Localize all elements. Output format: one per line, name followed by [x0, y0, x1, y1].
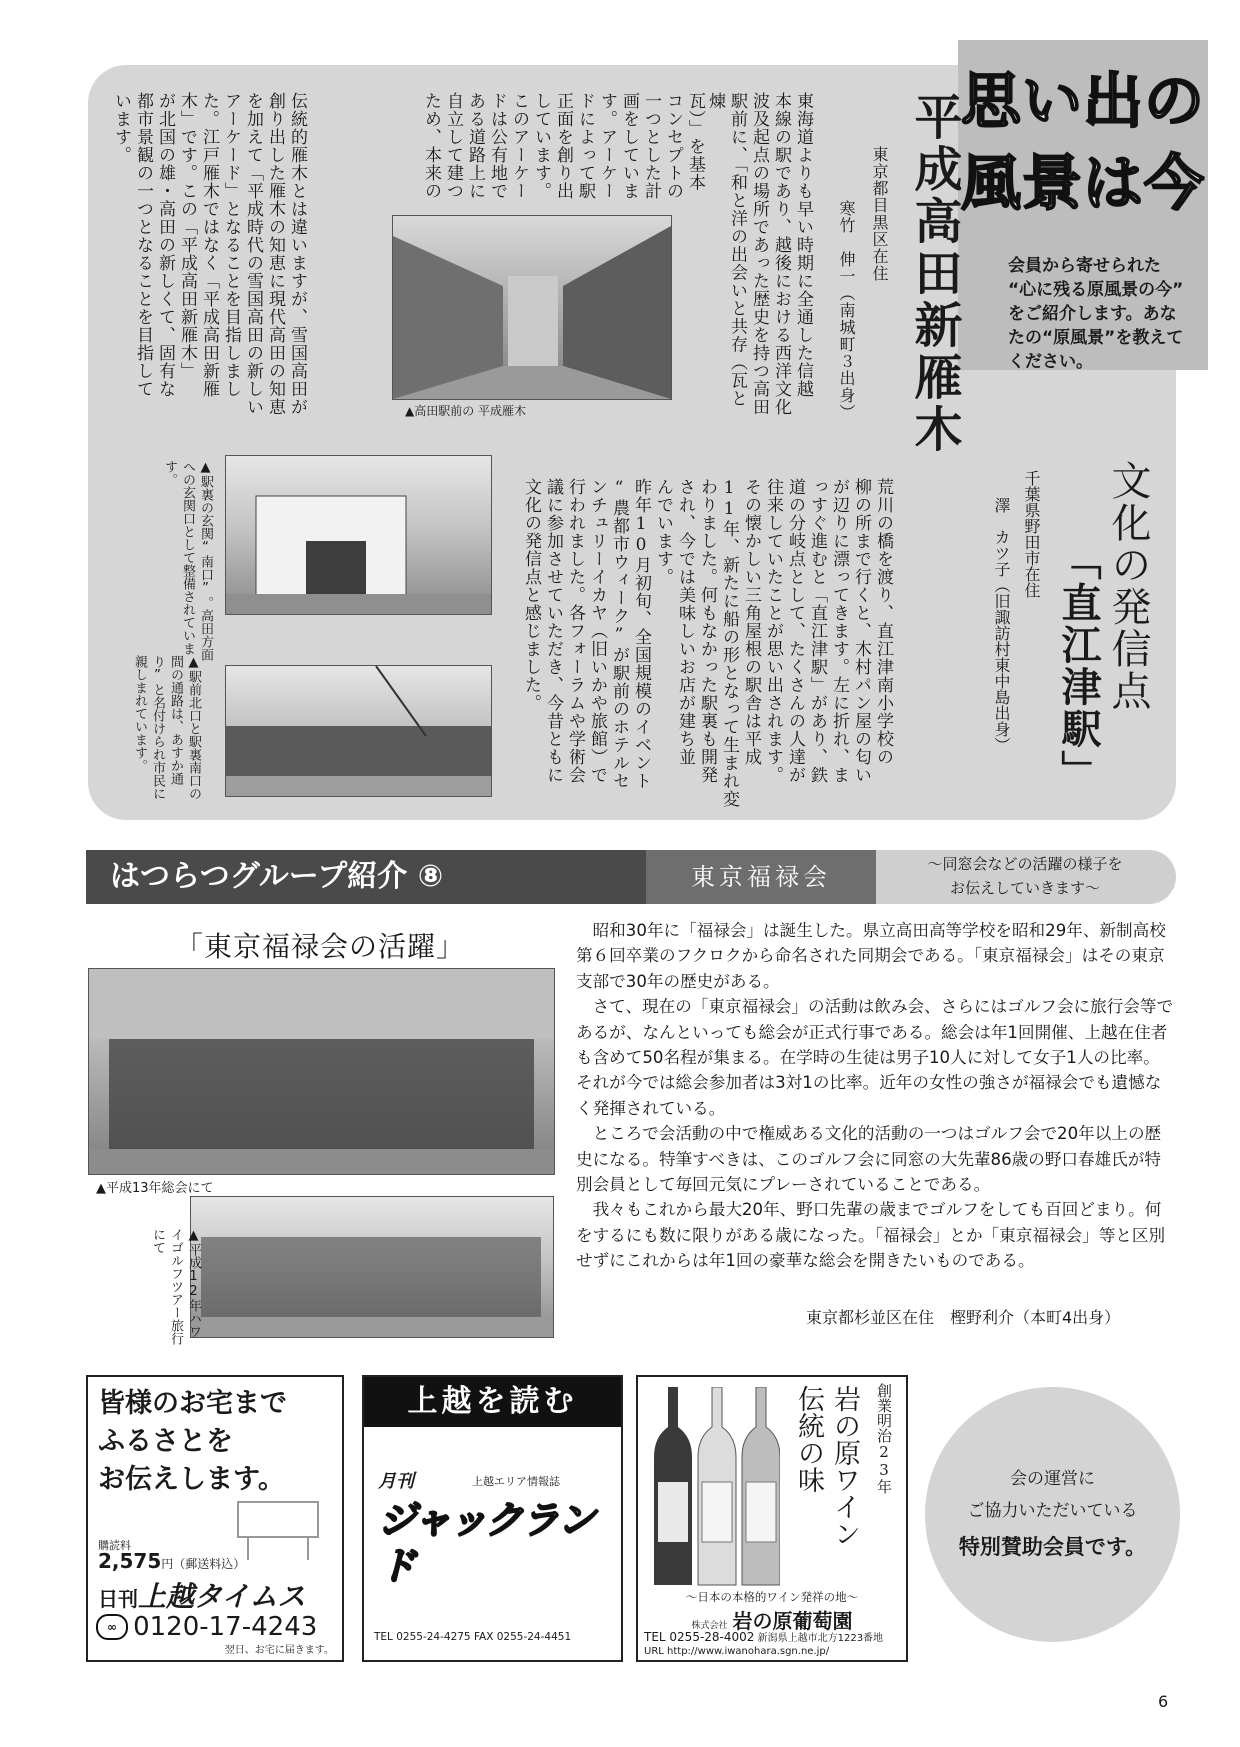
group-paragraph: さて、現在の「東京福禄会」の活動は飲み会、さらにはゴルフ会に旅行会等であるが、なんといっても総会が正式行事である。総会は年1回開催、上越在住者も含めて50名程が集まる。在学時の生徒は男子10人に対して女子1人の比率。それが今では総会参加者は3対1の比率。近年の女性の強さが福禄会でも遺憾なく発揮されている。 — [576, 997, 1174, 1118]
body-column: 駅前に、「和と洋の出会いと共存（瓦と煉 — [705, 92, 747, 408]
article1-body-top — [704, 92, 814, 422]
body-column: 荒川の橋を渡り、直江津南小学校の — [873, 478, 893, 766]
group-article-body — [576, 918, 1176, 1274]
takada-station-arcade-photo — [392, 215, 672, 400]
body-column: ため、本来の — [421, 92, 441, 200]
group-banner-name: 東京福禄会 — [646, 850, 876, 904]
article1-body-rest — [110, 92, 308, 422]
iwanohara-winery-ad[interactable] — [636, 1375, 908, 1662]
body-column: ドによって駅 — [575, 92, 595, 200]
general-meeting-photo-caption: ▲平成13年総会にて — [96, 1181, 214, 1196]
group-banner-title: はつらつグループ紹介 ⑧ — [86, 850, 646, 904]
group-headline: 「東京福禄会の活躍」 — [175, 930, 466, 963]
company-name: 岩の原葡萄園 — [732, 1609, 853, 1633]
group-paragraph: 我々もこれから最大20年、野口先輩の歳までゴルフをしても百回どまり。何をするにも数に限りがある歳になった。「福禄会」とか「東京福禄会」等と区別せずにこれからは年1回の豪華な総会を開きたいものである。 — [576, 1200, 1166, 1271]
body-column: 11年、新たに船の形となって生まれ変 — [719, 478, 739, 808]
station-passage-photo — [225, 665, 492, 797]
article2-author-location: 千葉県野田市在住 — [1022, 470, 1041, 598]
price-unit: 円（郵送料込） — [161, 1557, 246, 1571]
body-column: す。アーケー — [597, 92, 617, 200]
group-banner-note — [890, 852, 1160, 900]
body-column: 都市景観の一つとなることを目指して — [133, 92, 153, 398]
body-column: 行われました。各フォーラムや学術会 — [565, 478, 585, 784]
arcade-illustration — [393, 216, 671, 399]
group-paragraph: 昭和30年に「福禄会」は誕生した。県立高田高等学校を昭和29年、新制高校第６回卒業のフクロクから命名された同期会である。「東京福禄会」はその東京支部で30年の歴史がある。 — [576, 921, 1166, 991]
body-column: 柳の所まで行くと、木村パン屋の匂い — [851, 478, 871, 784]
winery-tagline: ～日本の本格的ワイン発祥の地～ — [685, 1590, 859, 1604]
sponsor-line: ご協力いただいている — [967, 1500, 1138, 1521]
magazine-monthly-label: 月刊 — [378, 1471, 414, 1492]
body-column: コンセプトの — [663, 92, 683, 200]
body-column: 瓦）」を基本 — [685, 92, 705, 192]
body-column: 議に参加させていただき、今昔ともに — [543, 478, 563, 784]
ad1-line: お伝えします。 — [98, 1464, 285, 1495]
intro-line: をご紹介します。あな — [1008, 304, 1177, 324]
intro-line: たの“原風景”を教えて — [1008, 328, 1184, 348]
body-column: わりました。何もなかった駅裏も開発 — [697, 478, 717, 784]
body-column: ンチュリーイカヤ（旧いかや旅館）で — [587, 478, 607, 784]
body-column: アーケード」となることを目指しまし — [221, 92, 241, 398]
article2-title: 文化の発信点 — [1105, 460, 1151, 712]
subscription-price — [98, 1549, 245, 1573]
body-column: を加えて「平成時代の雪国高田の新しい — [243, 92, 263, 416]
freedial-row[interactable] — [96, 1612, 317, 1642]
body-column: 本線の駅であり、越後における西洋文化 — [771, 92, 791, 416]
body-column: んでいます。 — [653, 478, 673, 586]
body-column: います。 — [111, 92, 131, 164]
body-column: 一つとした計 — [641, 92, 661, 200]
ad1-line: ふるさとを — [98, 1426, 233, 1457]
joetsu-times-headline — [98, 1385, 342, 1499]
winery-title-line: 伝統の味 — [793, 1385, 824, 1493]
body-column: ある道路上に — [465, 92, 485, 200]
body-column: が北国の雄・高田の新しくて、固有な — [155, 92, 175, 398]
jackland-magazine-ad[interactable] — [362, 1375, 623, 1662]
winery-title-line: 岩の原ワイン — [829, 1385, 860, 1547]
intro-line: ください。 — [1008, 352, 1093, 372]
station-building-illustration — [226, 456, 491, 614]
jackland-contact: TEL 0255-24-4275 FAX 0255-24-4451 — [374, 1631, 572, 1643]
page-number: 6 — [1158, 1692, 1169, 1711]
body-column: 文化の発信点と感じました。 — [521, 478, 541, 712]
feature-title-line1: 思い出の — [961, 67, 1205, 137]
general-meeting-group-photo — [88, 968, 555, 1175]
winery-tel: TEL 0255-28-4002 — [644, 1630, 755, 1644]
special-sponsor-circle — [925, 1387, 1180, 1642]
magazine-logo: ジャックランド — [378, 1498, 594, 1588]
body-column: しています。 — [531, 92, 551, 200]
hawaii-golf-tour-photo — [190, 1196, 554, 1338]
feature-intro — [1008, 254, 1208, 374]
subscription-label: 購読料 — [98, 1539, 131, 1552]
winery-url[interactable]: URL http://www.iwanohara.sgn.ne.jp/ — [644, 1646, 830, 1657]
passage-illustration — [226, 666, 491, 796]
article1-title: 平成高田新雁木 — [906, 92, 962, 456]
banner-note-line: ～同窓会などの活躍の様子を — [927, 855, 1123, 873]
article2-body — [520, 478, 894, 808]
body-column: このアーケー — [509, 92, 529, 200]
body-column: 東海道よりも早い時期に全通した信越 — [793, 92, 813, 398]
body-column: 自立して建つ — [443, 92, 463, 200]
jackland-header: 上越を読む — [364, 1377, 621, 1427]
wine-bottles-icon — [650, 1387, 780, 1587]
body-column: 伝統的雁木とは違いますが、雪国高田が — [287, 92, 307, 416]
body-column: 画をしていま — [619, 92, 639, 200]
group-photo-illustration — [89, 969, 554, 1174]
winery-address: 新潟県上越市北方1223番地 — [757, 1633, 884, 1644]
winery-founded: 創業明治23年 — [875, 1383, 893, 1494]
article1-body-short — [420, 92, 706, 212]
joetsu-times-ad[interactable] — [86, 1375, 344, 1662]
hawaii-golf-tour-caption: ▲平成12年ハワイゴルフツアー旅行にて — [150, 1228, 201, 1345]
intro-line: 会員から寄せられた — [1008, 256, 1161, 276]
paper-name: 上越タイムス — [138, 1580, 306, 1613]
feature-title-line2: 風景は今 — [961, 149, 1205, 219]
body-column: 正面を創り出 — [553, 92, 573, 200]
body-column: 往来していたことが思い出されます。 — [763, 478, 783, 784]
article2-title2: 「直江津駅」 — [1055, 540, 1102, 792]
delivery-note: 翌日、お宅に届きます。 — [224, 1645, 334, 1656]
newspaper-name — [98, 1575, 305, 1615]
body-column: 創り出した雁木の知恵に現代高田の知恵 — [265, 92, 285, 416]
price-value: 2,575 — [98, 1549, 162, 1573]
body-column: され、今では美味しいお店が建ち並 — [675, 478, 695, 766]
ad1-line: 皆様のお宅まで — [98, 1388, 287, 1419]
body-column: 道の分岐点として、たくさんの人達が — [785, 478, 805, 784]
south-entrance-caption: ▲駅裏の玄関“南口”。高田方面への玄関口として整備されています。 — [162, 460, 213, 661]
body-column: ドは公有地で — [487, 92, 507, 200]
body-column: 波及起点の場所であった歴史を持つ高田 — [749, 92, 769, 416]
winery-contact — [644, 1631, 883, 1658]
body-column: その懐かしい三角屋根の駅舎は平成 — [741, 478, 761, 766]
article2-author-name: 澤 カツ子（旧諏訪村東中島出身） — [992, 497, 1011, 753]
body-column: “農都市ウィーク”が駅前のホテルセ — [609, 478, 629, 790]
station-south-entrance-photo — [225, 455, 492, 615]
banner-note-line: お伝えしていきます～ — [949, 879, 1100, 897]
group-paragraph: ところで会活動の中で権威ある文化的活動の一つはゴルフ会で20年以上の歴史になる。特筆すべきは、このゴルフ会に同窓の大先輩86歳の野口春雄氏が特別会員として毎回元気にプレーされていることである。 — [576, 1124, 1162, 1195]
body-column: 昨年10月初旬、全国規模のイベント — [631, 478, 651, 790]
group-article-signature: 東京都杉並区在住 樫野利介（本町4出身） — [806, 1308, 1121, 1327]
paper-prefix: 日刊 — [98, 1587, 138, 1611]
arcade-photo-caption: ▲高田駅前の 平成雁木 — [405, 404, 527, 418]
body-column: た。江戸雁木ではなく「平成高田新雁 — [199, 92, 219, 398]
body-column: 木」です。この「平成高田新雁木」 — [177, 92, 197, 380]
company-prefix: 株式会社 — [691, 1621, 728, 1631]
article1-author-name: 寒竹 伸一（南城町３出身） — [837, 200, 856, 421]
body-column: が辺りに漂ってきます。左に折れ、ま — [829, 478, 849, 784]
freedial-icon: ∞ — [96, 1614, 128, 1640]
magazine-subtitle: 上越エリア情報誌 — [472, 1475, 560, 1488]
passage-caption: ▲駅前北口と駅裏南口の間の通路は、あすか通り”と名付けられ市民に親しまれています。 — [132, 655, 201, 800]
sponsor-line: 特別賛助会員です。 — [958, 1534, 1147, 1559]
article1-author-location: 東京都目黒区在住 — [870, 146, 889, 282]
freedial-number: 0120-17-4243 — [133, 1612, 318, 1642]
body-column: っすぐ進むと「直江津駅」があり、鉄 — [807, 478, 827, 784]
intro-line: “心に残る原風景の今” — [1008, 280, 1184, 300]
feature-title-box — [958, 40, 1208, 370]
golf-tour-illustration — [191, 1197, 553, 1337]
winery-title — [790, 1385, 862, 1547]
sponsor-line: 会の運営に — [1010, 1468, 1095, 1489]
